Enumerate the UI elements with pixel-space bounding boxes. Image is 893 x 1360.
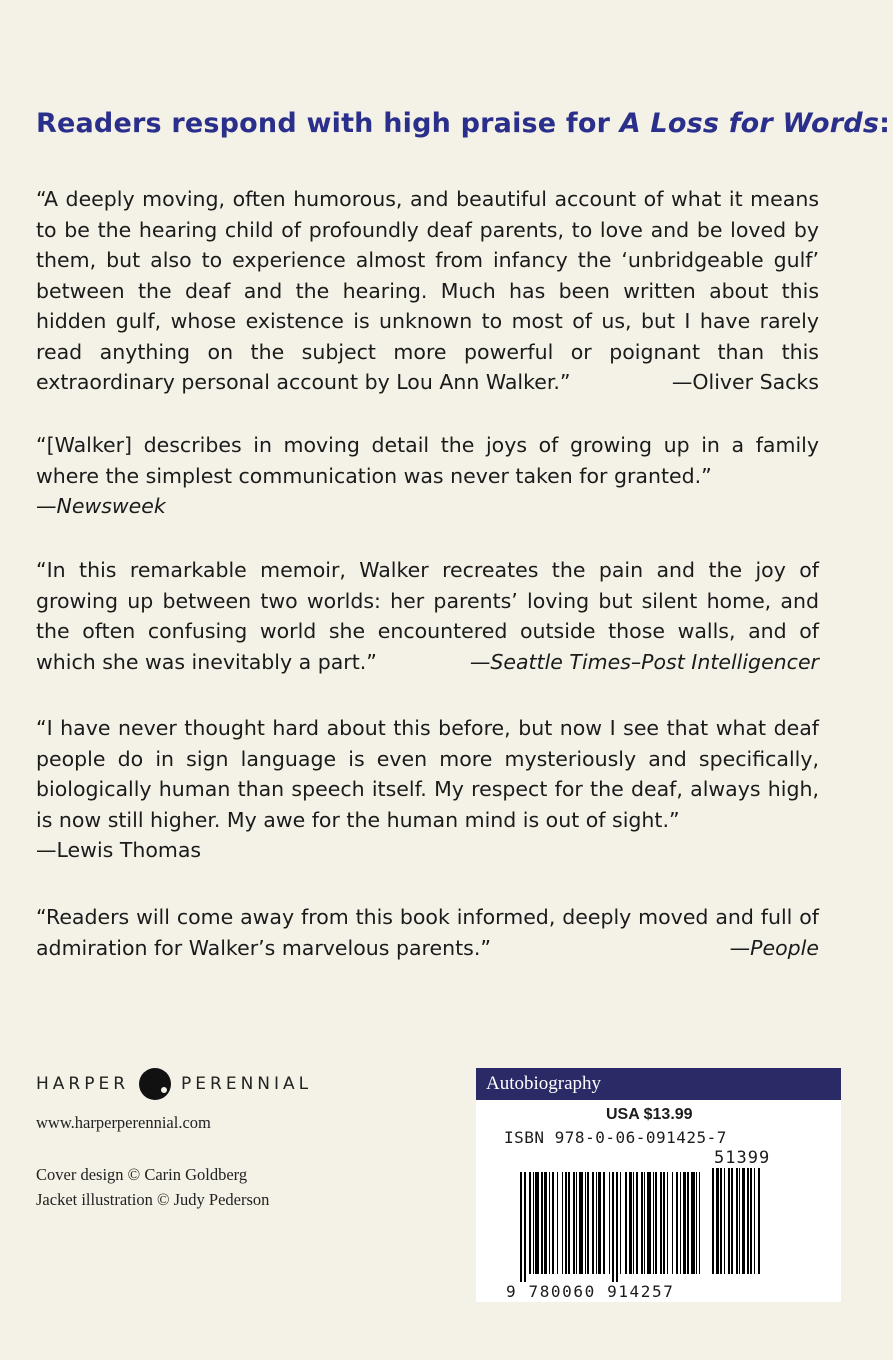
barcode-bar xyxy=(629,1172,632,1274)
barcode-bar xyxy=(565,1172,567,1274)
barcode-bar xyxy=(724,1168,725,1274)
barcode-bar xyxy=(644,1172,645,1274)
barcode-bar xyxy=(691,1172,695,1274)
barcode-bar xyxy=(653,1172,654,1274)
barcode-bar xyxy=(587,1172,589,1274)
quote-people xyxy=(36,902,819,963)
barcode-bar xyxy=(573,1172,575,1274)
barcode-bar xyxy=(596,1172,597,1274)
barcode-bar xyxy=(541,1172,543,1274)
barcode-bar xyxy=(625,1172,627,1274)
publisher-name-left: HARPER xyxy=(36,1074,130,1094)
barcode-bar xyxy=(529,1172,531,1274)
barcode-bar xyxy=(579,1172,583,1274)
quote-text: “Readers will come away from this book informed, deeply moved and full of admiration for Walker’s marvelous parents.” xyxy=(36,905,819,960)
barcode-bar xyxy=(728,1168,730,1274)
barcode-bar xyxy=(603,1172,605,1274)
publisher-logo xyxy=(36,1068,312,1100)
barcode-bar xyxy=(641,1172,643,1274)
ean-digits: 9 780060 914257 xyxy=(506,1282,675,1301)
design-credits xyxy=(36,1162,269,1212)
barcode-bar xyxy=(620,1172,621,1274)
barcode-bar xyxy=(683,1172,686,1274)
barcode-bar xyxy=(647,1172,651,1274)
barcode-bar xyxy=(636,1172,638,1274)
barcode-bar xyxy=(716,1168,719,1274)
barcode-bar xyxy=(598,1172,601,1274)
back-cover-headline xyxy=(36,108,891,139)
barcode-bar xyxy=(585,1172,586,1274)
barcode-bar xyxy=(739,1168,740,1274)
barcode-bar xyxy=(549,1172,550,1274)
barcode-bar xyxy=(633,1172,634,1274)
barcode-bar xyxy=(754,1168,755,1274)
quote-attribution: —Newsweek xyxy=(36,494,166,518)
barcode-bar xyxy=(676,1172,678,1274)
barcode-bar xyxy=(680,1172,681,1274)
quote-seattle-times xyxy=(36,555,819,677)
barcode-bar xyxy=(544,1172,547,1274)
barcode-bar xyxy=(696,1172,697,1274)
harper-perennial-logo-icon xyxy=(139,1068,171,1100)
barcode-bar xyxy=(612,1172,614,1282)
quote-attribution: —Oliver Sacks xyxy=(671,370,819,394)
isbn-label: ISBN 978-0-06-091425-7 xyxy=(504,1128,727,1147)
quote-oliver-sacks xyxy=(36,184,819,398)
barcode-bar xyxy=(672,1172,673,1274)
jacket-credit: Jacket illustration © Judy Pederson xyxy=(36,1190,270,1209)
headline-prefix: Readers respond with high praise for xyxy=(36,108,620,139)
headline-suffix: : xyxy=(879,108,891,139)
barcode-bar xyxy=(533,1172,534,1274)
barcode-bar xyxy=(568,1172,570,1274)
barcode-bar xyxy=(699,1172,700,1274)
barcode-bar xyxy=(660,1172,662,1274)
barcode-bar xyxy=(731,1168,733,1274)
barcode-bar xyxy=(667,1172,668,1274)
barcode-bar xyxy=(758,1168,760,1274)
barcode-bar xyxy=(747,1168,749,1274)
barcode-bar xyxy=(562,1172,563,1274)
barcode-bar xyxy=(742,1168,745,1274)
barcode-bar xyxy=(609,1172,610,1274)
quote-text: “A deeply moving, often humorous, and beautiful account of what it means to be the hearing child of profoundly deaf parents, to love and be loved by them, but also to experience almost from infancy the ‘unbridgeable gulf’ between the deaf and the hearing. Much has been written about this hidden gulf, whose existence is unknown to most of us, but I have rarely read anything on the subject more powerful or poignant than this extraordinary personal account by Lou Ann Walker.” xyxy=(36,187,819,394)
barcode-bar xyxy=(720,1168,722,1274)
quote-attribution: —People xyxy=(729,935,819,960)
barcode-bar xyxy=(592,1172,594,1274)
barcode-panel xyxy=(476,1068,841,1302)
barcode-bar xyxy=(520,1172,522,1282)
quote-attribution: —Seattle Times–Post Intelligencer xyxy=(469,649,819,674)
barcode-bar xyxy=(736,1168,738,1274)
publisher-name-right: PERENNIAL xyxy=(181,1074,313,1094)
quote-text: “[Walker] describes in moving detail the joys of growing up in a family where the simplest communication was never taken for granted.” xyxy=(36,433,819,488)
price-label: USA $13.99 xyxy=(606,1106,693,1123)
barcode-bar xyxy=(750,1168,752,1274)
barcode-bar xyxy=(712,1168,714,1274)
barcode-bar xyxy=(524,1172,526,1282)
supplement-barcode-icon xyxy=(712,1168,792,1282)
quote-attribution: —Lewis Thomas xyxy=(36,838,202,862)
barcode-bar xyxy=(655,1172,657,1274)
quote-text: “I have never thought hard about this before, but now I see that what deaf people do in sign language is even more mysteriously and specifically, biologically human than speech itself. My respect for the deaf, always high, is now still higher. My awe for the human mind is out of sight.” xyxy=(36,716,819,832)
supplement-code: 51399 xyxy=(714,1148,771,1168)
cover-credit: Cover design © Carin Goldberg xyxy=(36,1165,248,1184)
quote-text: “In this remarkable memoir, Walker recreates the pain and the joy of growing up between two worlds: her parents’ loving but silent home, and the often confusing world she encountered outside those walls, and of which she was inevitably a part.” xyxy=(36,558,819,674)
barcode-bar xyxy=(552,1172,554,1274)
barcode-bar xyxy=(663,1172,665,1274)
barcode-bar xyxy=(616,1172,618,1282)
book-title: A Loss for Words xyxy=(619,108,880,139)
quote-lewis-thomas xyxy=(36,713,819,866)
ean-barcode-icon xyxy=(520,1172,700,1282)
barcode-bar xyxy=(535,1172,539,1274)
quote-newsweek xyxy=(36,430,819,522)
category-label: Autobiography xyxy=(476,1068,841,1100)
barcode-bar xyxy=(576,1172,577,1274)
barcode-bar xyxy=(557,1172,558,1274)
publisher-website: www.harperperennial.com xyxy=(36,1113,211,1132)
barcode-bar xyxy=(687,1172,689,1274)
